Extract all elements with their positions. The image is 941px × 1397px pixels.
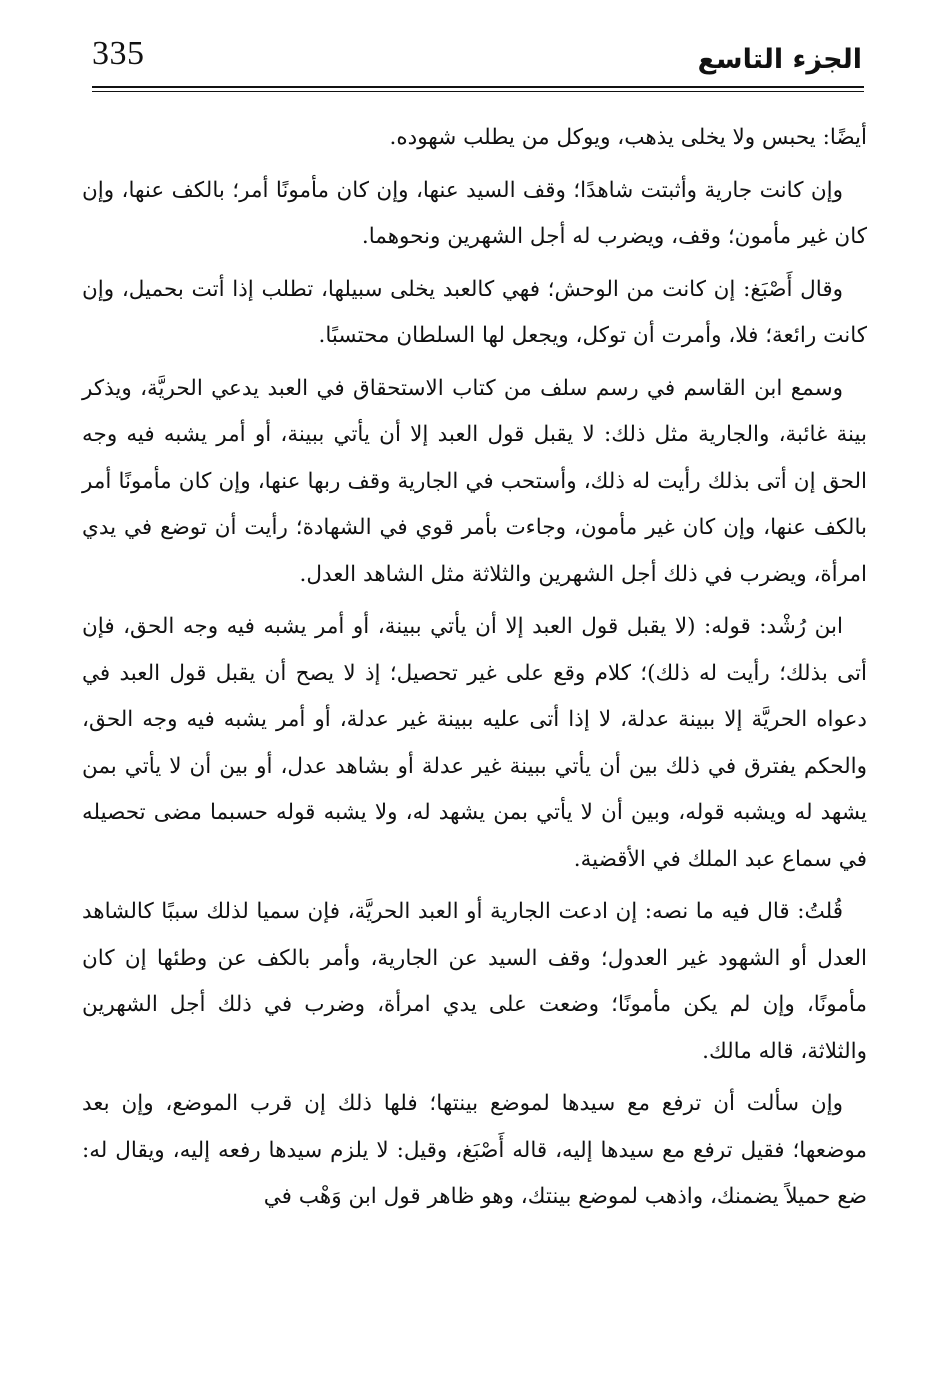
paragraph-1: أيضًا: يحبس ولا يخلى يذهب، ويوكل من يطلب شهوده.: [389, 125, 867, 150]
paragraph-5: ابن رُشْد: قوله: (لا يقبل قول العبد إلا أن يأتي ببينة، أو أمر يشبه فيه وجه الحق، فإن أتى بذلك؛ رأيت له ذلك)؛ كلام وقع على غير تحصيل؛ إذ لا يصح أن يقبل قول العبد في دعواه الحريَّة إلا ببينة عدلة، لا إذا أتى عليه ببينة غير عدلة، أو أمر يشبه فيه وجه الحق، والحكم يفترق في ذلك بين أن يأتي ببينة غير عدلة أو بشاهد عدل، أو بين أن لا يأتي بمن يشهد له ويشبه قوله، وبين أن لا يأتي بمن يشهد له، ولا يشبه قوله حسبما مضى تحصيله في سماع عبد الملك في الأقضية.: [82, 614, 868, 872]
volume-title: الجزء التاسع: [697, 44, 862, 75]
header-rule: [92, 86, 864, 88]
page-number: 335: [92, 35, 145, 72]
page-header: [92, 30, 862, 88]
paragraph-4: وسمع ابن القاسم في رسم سلف من كتاب الاستحقاق في العبد يدعي الحريَّة، ويذكر بينة غائبة، والجارية مثل ذلك: لا يقبل قول العبد إلا أن يأتي ببينة، أو أمر يشبه فيه وجه الحق إن أتى بذلك رأيت له ذلك، وأستحب في الجارية وقف ربها عنها، وإن كان مأمونًا أمر بالكف عنها، وإن كان غير مأمون، وجاءت بأمر قوي في الشهادة؛ رأيت أن توضع في يدي امرأة، ويضرب في ذلك أجل الشهرين والثلاثة مثل الشاهد العدل.: [82, 375, 867, 587]
paragraph-2: وإن كانت جارية وأثبتت شاهدًا؛ وقف السيد عنها، وإن كان مأمونًا أمر؛ بالكف عنها، وإن كان غير مأمون؛ وقف، ويضرب له أجل الشهرين ونحوهما.: [82, 177, 867, 249]
paragraph-3: وقال أَصْبَغ: إن كانت من الوحش؛ فهي كالعبد يخلى سبيلها، تطلب إذا أتت بحميل، وإن كانت رائعة؛ فلا، وأمرت أن توكل، ويجعل لها السلطان محتسبًا.: [82, 276, 867, 348]
header-rule-thin: [92, 91, 864, 92]
paragraph-7: وإن سألت أن ترفع مع سيدها لموضع بينتها؛ فلها ذلك إن قرب الموضع، وإن بعد موضعها؛ فقيل ترفع مع سيدها إليه، قاله أَصْبَغ، وقيل: لا يلزم سيدها رفعه إليه، ويقال له: ضع حميلاً يضمنك، واذهب لموضع بينتك، وهو ظاهر قول ابن وَهْب في: [82, 1091, 867, 1209]
paragraph-6: قُلتُ: قال فيه ما نصه: إن ادعت الجارية أو العبد الحريَّة، فإن سميا لذلك سببًا كالشاهد العدل أو الشهود غير العدول؛ وقف السيد عن الجارية، وأمر بالكف عن وطئها إن كان مأمونًا، وإن لم يكن مأمونًا؛ وضعت على يدي امرأة، وضرب في ذلك أجل الشهرين والثلاثة، قاله مالك.: [82, 899, 868, 1064]
body-text: [82, 115, 867, 1227]
